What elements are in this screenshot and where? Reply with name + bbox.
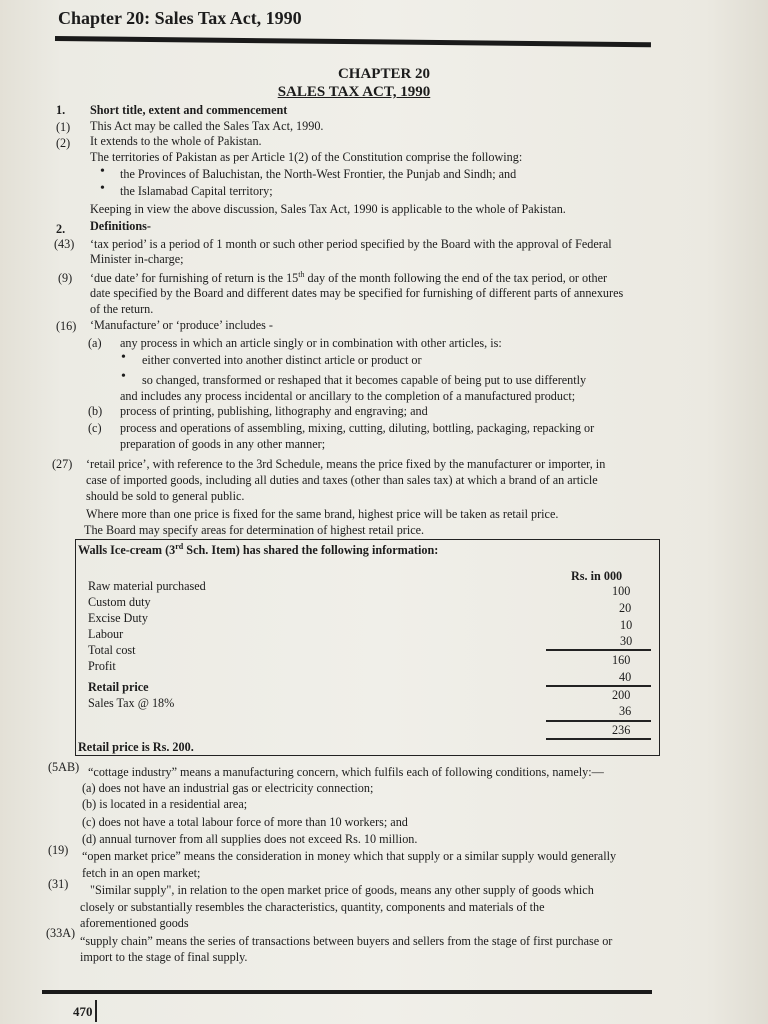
unit-label: Rs. in 000 [571,569,623,583]
list-item: the Islamabad Capital territory; [120,184,273,198]
clause-number: (16) [56,319,77,333]
table-row-value: 10 [620,618,633,632]
total-rule [546,738,651,740]
table-row-value: 160 [612,653,631,667]
table-row-value: 100 [612,584,631,598]
table-row-label: Retail price [88,680,149,694]
table-row-label: Custom duty [88,595,151,609]
definition-text: “cottage industry” means a manufacturing concern, which fulfils each of following conditions, namely:— [88,765,604,779]
clause-number: (2) [56,136,71,150]
definition-text: import to the stage of final supply. [80,950,248,964]
running-head: Chapter 20: Sales Tax Act, 1990 [58,8,302,28]
definition-text: ‘Manufacture’ or ‘produce’ includes - [90,318,273,332]
clause-number: (43) [54,237,75,251]
bullet-icon: • [100,164,105,179]
table-row-value: 200 [612,688,631,702]
footer-rule [42,990,652,994]
example-heading: Walls Ice-cream (3rd Sch. Item) has shared the following information: [78,542,439,558]
clause-number: (1) [56,120,71,134]
definition-text: The Board may specify areas for determination of highest retail price. [84,523,425,537]
definition-text: fetch in an open market; [82,866,201,880]
clause-number: (9) [58,271,73,285]
clause-number: (c) [88,421,102,435]
table-row-label: Labour [88,627,124,641]
example-box [75,539,660,756]
definition-text: process of printing, publishing, lithography and engraving; and [120,404,428,418]
definition-text: process and operations of assembling, mixing, cutting, diluting, bottling, packaging, repacking or [120,421,595,435]
subtotal-rule [546,685,651,687]
subtotal-rule [546,649,651,651]
definition-text: and includes any process incidental or ancillary to the completion of a manufactured product; [120,389,576,403]
table-row-label: Sales Tax @ 18% [88,696,175,710]
table-row-value: 236 [612,723,631,737]
bullet-icon: • [121,369,126,384]
clause-text: It extends to the whole of Pakistan. [90,134,262,148]
clause-text: This Act may be called the Sales Tax Act, 1990. [90,119,324,133]
definition-text: ‘tax period’ is a period of 1 month or such other period specified by the Board with the approval of Federal [90,237,612,251]
clause-number: (31) [48,877,69,891]
section-number: 2. [56,222,66,236]
header-rule [55,36,651,47]
section-heading: Short title, extent and commencement [90,103,288,117]
clause-number: (5AB) [48,760,80,774]
definition-text: “supply chain” means the series of transactions between buyers and sellers from the stage of first purchase or [80,934,613,948]
table-row-label: Total cost [88,643,136,657]
table-row-label: Raw material purchased [88,579,206,593]
table-row-value: 20 [619,601,632,615]
definition-text: case of imported goods, including all duties and taxes (other than sales tax) at which a brand of an article [86,473,598,487]
total-rule [546,720,651,722]
clause-number: (b) [88,404,103,418]
paragraph-text: The territories of Pakistan as per Article 1(2) of the Constitution comprise the following: [90,150,523,164]
list-item: (c) does not have a total labour force of more than 10 workers; and [82,815,408,829]
definition-text: “open market price” means the consideration in money which that supply or a similar supply would generally [82,849,617,863]
definition-text: ‘due date’ for furnishing of return is the 15th day of the month following the end of the tax period, or other [90,270,608,286]
list-item: the Provinces of Baluchistan, the North-West Frontier, the Punjab and Sindh; and [120,167,517,181]
section-heading: Definitions- [90,219,151,233]
chapter-title: SALES TAX ACT, 1990 [277,84,431,100]
definition-text: any process in which an article singly or in combination with other articles, is: [120,336,502,350]
definition-text: ‘retail price’, with reference to the 3rd Schedule, means the price fixed by the manufacturer or importer, in [86,457,606,471]
definition-text: of the return. [90,302,154,316]
chapter-number: CHAPTER 20 [337,66,431,82]
list-item: so changed, transformed or reshaped that it becomes capable of being put to use differently [142,373,587,387]
list-item: (a) does not have an industrial gas or electricity connection; [82,781,374,795]
table-row-value: 40 [619,670,632,684]
table-row-value: 36 [619,704,632,718]
definition-text: should be sold to general public. [86,489,245,503]
clause-number: (33A) [46,926,76,940]
definition-text: aforementioned goods [80,916,189,930]
example-footer: Retail price is Rs. 200. [78,740,194,754]
definition-text: "Similar supply", in relation to the open market price of goods, means any other supply of goods which [90,883,594,897]
table-row-value: 30 [620,634,633,648]
definition-text: Where more than one price is fixed for the same brand, highest price will be taken as retail price. [86,507,559,521]
table-row-label: Excise Duty [88,611,148,625]
definition-text: closely or substantially resembles the characteristics, quantity, components and materials of the [80,900,545,914]
definition-text: preparation of goods in any other manner; [120,437,326,451]
table-row-label: Profit [88,659,116,673]
list-item: (d) annual turnover from all supplies does not exceed Rs. 10 million. [82,832,418,846]
bullet-icon: • [121,350,126,365]
paragraph-text: Keeping in view the above discussion, Sales Tax Act, 1990 is applicable to the whole of Pakistan. [90,202,566,216]
list-item: (b) is located in a residential area; [82,797,248,811]
page-number: 470 [73,1004,93,1019]
clause-number: (a) [88,336,102,350]
list-item: either converted into another distinct article or product or [142,353,422,367]
clause-number: (19) [48,843,69,857]
definition-text: date specified by the Board and different dates may be specified for furnishing of different parts of annexures [90,286,624,300]
bullet-icon: • [100,181,105,196]
clause-number: (27) [52,457,73,471]
footer-divider [95,1000,97,1022]
definition-text: Minister in-charge; [90,252,184,266]
section-number: 1. [56,103,66,117]
